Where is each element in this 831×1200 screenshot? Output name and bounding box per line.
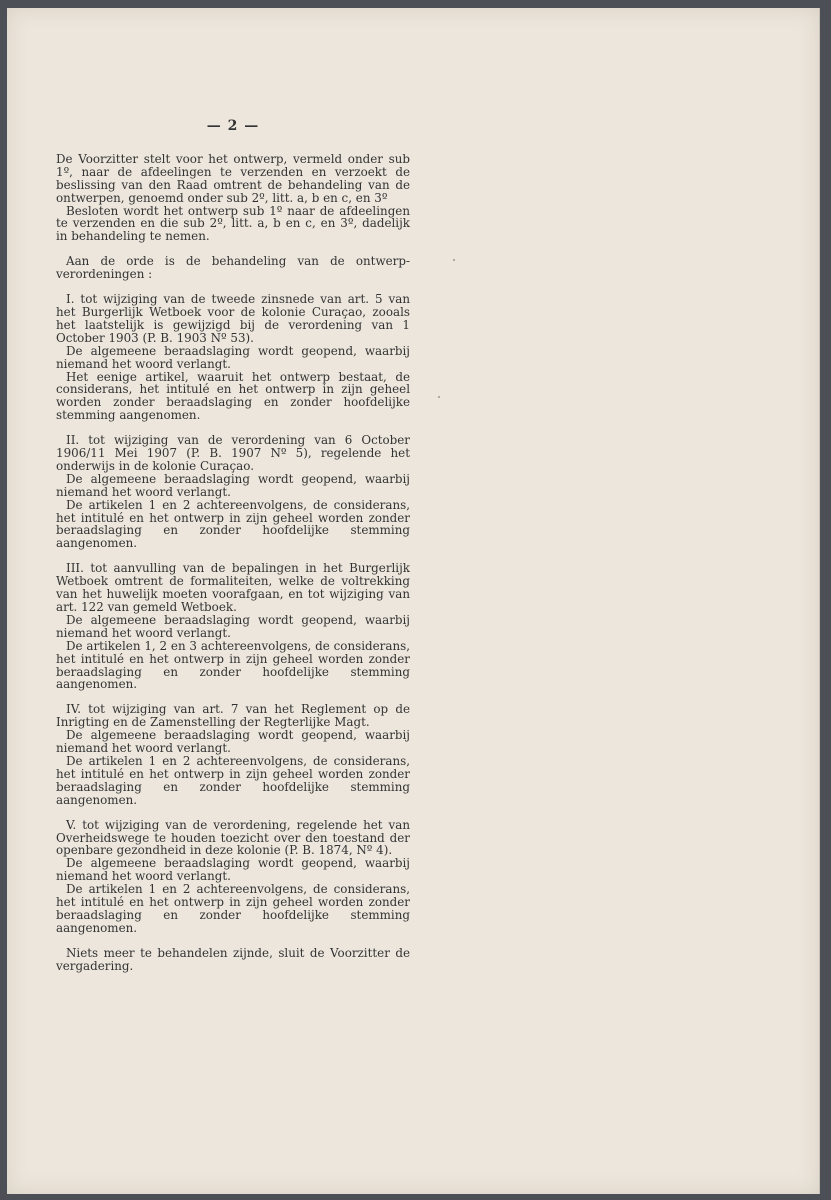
agenda-item-debate: De algemeene beraadslaging wordt geopend, waarbij niemand het woord verlangt.	[56, 728, 410, 756]
paper-speck	[453, 259, 455, 261]
agenda-item-result: De artikelen 1 en 2 achtereenvolgens, de considerans, het intitulé en het ontwerp in zijn geheel worden zonder beraadslaging en zonder hoofdelijke stemming aangenomen.	[56, 882, 410, 935]
agenda-intro: Aan de orde is de behandeling van de ontwerp-verordeningen :	[56, 254, 410, 282]
agenda-item-4	[56, 703, 410, 806]
document-text	[56, 120, 410, 973]
page-number: — 2 —	[206, 118, 260, 134]
agenda-item-title: IV. tot wijziging van art. 7 van het Reglement op de Inrigting en de Zamenstelling der Regterlijke Magt.	[56, 702, 410, 730]
agenda-item-result: De artikelen 1, 2 en 3 achtereenvolgens, de considerans, het intitulé en het ontwerp in zijn geheel worden zonder beraadslaging en zonder hoofdelijke stemming aangenomen.	[56, 638, 410, 692]
closing-paragraph: Niets meer te behandelen zijnde, sluit de Voorzitter de vergadering.	[56, 945, 410, 973]
agenda-item-debate: De algemeene beraadslaging wordt geopend, waarbij niemand het woord verlangt.	[56, 856, 410, 884]
agenda-item-title: V. tot wijziging van de verordening, regelende het van Overheidswege te houden toezicht over den toestand der openbare gezondheid in deze kolonie (P. B. 1874, Nº 4).	[56, 817, 410, 858]
agenda-item-1	[56, 293, 410, 422]
agenda-item-debate: De algemeene beraadslaging wordt geopend, waarbij niemand het woord verlangt.	[56, 612, 410, 640]
agenda-item-2	[56, 434, 410, 550]
agenda-item-debate: De algemeene beraadslaging wordt geopend, waarbij niemand het woord verlangt.	[56, 343, 410, 371]
paper-speck	[438, 396, 440, 398]
document-page	[7, 8, 820, 1194]
agenda-item-result: De artikelen 1 en 2 achtereenvolgens, de considerans, het intitulé en het ontwerp in zijn geheel worden zonder beraadslaging en zonder hoofdelijke stemming aangenomen.	[56, 753, 410, 807]
agenda-item-3	[56, 562, 410, 691]
agenda-item-result: Het eenige artikel, waaruit het ontwerp bestaat, de considerans, het intitulé en het ontwerp in zijn geheel worden zonder beraadslaging en zonder hoofdelijke stemming aangenomen.	[56, 369, 410, 423]
agenda-item-title: III. tot aanvulling van de bepalingen in het Burgerlijk Wetboek omtrent de formaliteiten, welke de voltrekking van het huwelijk moeten voorafgaan, en tot wijziging van art. 122 van gemeld Wetboek.	[56, 561, 410, 614]
agenda-item-title: I. tot wijziging van de tweede zinsnede van art. 5 van het Burgerlijk Wetboek voor de kolonie Curaçao, zooals het laatstelijk is gewijzigd bij de verordening van 1 October 1903 (P. B. 1903 Nº 53).	[56, 292, 410, 345]
agenda-item-debate: De algemeene beraadslaging wordt geopend, waarbij niemand het woord verlangt.	[56, 471, 410, 499]
agenda-item-title: II. tot wijziging van de verordening van 6 October 1906/11 Mei 1907 (P. B. 1907 Nº 5), regelende het onderwijs in de kolonie Curaçao.	[56, 433, 410, 473]
agenda-item-5	[56, 819, 410, 935]
agenda-item-result: De artikelen 1 en 2 achtereenvolgens, de considerans, het intitulé en het ontwerp in zijn geheel worden zonder beraadslaging en zonder hoofdelijke stemming aangenomen.	[56, 497, 410, 551]
intro-decision: Besloten wordt het ontwerp sub 1º naar de afdeelingen te verzenden en die sub 2º, litt. a, b en c, en 3º, dadelijk in behandeling te nemen.	[56, 203, 410, 244]
intro-paragraph: De Voorzitter stelt voor het ontwerp, vermeld onder sub 1º, naar de afdeelingen te verzenden en verzoekt de beslissing van den Raad omtrent de behandeling van de ontwerpen, genoemd onder sub 2º, litt. a, b en c, en 3º	[56, 151, 410, 205]
